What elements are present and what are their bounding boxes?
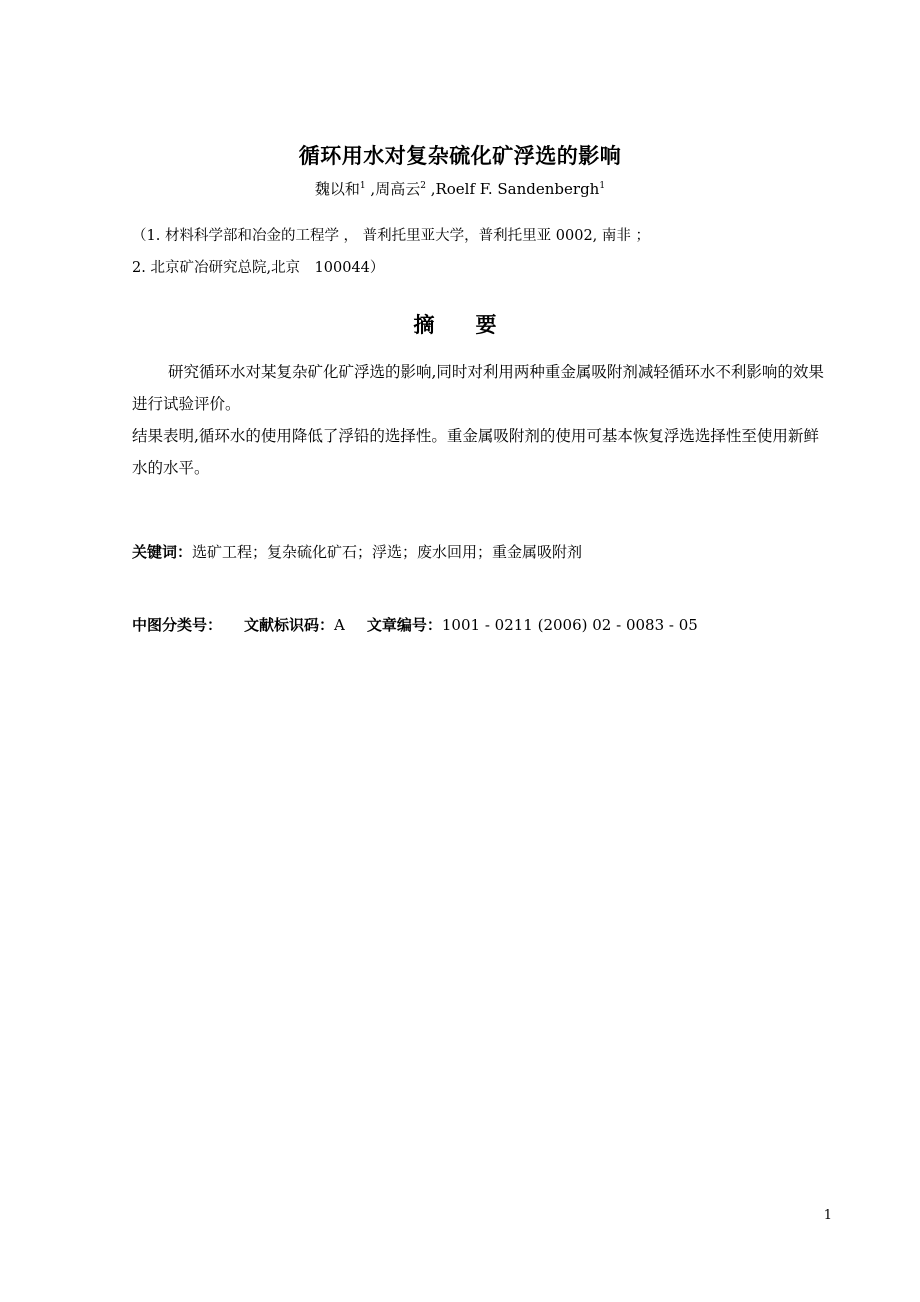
abstract-paragraph-1: 研究循环水对某复杂矿化矿浮选的影响,同时对利用两种重金属吸附剂减轻循环水不利影响的效果进行试验评价。: [132, 363, 824, 413]
abstract-heading: 摘 要: [413, 313, 507, 337]
author-affiliation-mark: 1: [359, 181, 366, 191]
classification-line: [132, 614, 698, 635]
keywords-value: 选矿工程；复杂硫化矿石；浮选；废水回用；重金属吸附剂: [192, 543, 583, 561]
author-name: ,Roelf F. Sandenbergh: [425, 180, 600, 198]
page-number: 1: [823, 1208, 832, 1223]
keywords-label: 关键词：: [132, 543, 193, 561]
article-number-value: 1001 - 0211 (2006) 02 - 0083 - 05: [441, 616, 698, 634]
document-code-label: 文献标识码：: [244, 616, 335, 634]
abstract-paragraph-2: 结果表明,循环水的使用降低了浮铅的选择性。重金属吸附剂的使用可基本恢复浮选选择性至使用新鲜水的水平。: [132, 427, 819, 477]
author-affiliation-mark: 2: [420, 181, 426, 191]
paper-title: 循环用水对复杂硫化矿浮选的影响: [298, 144, 622, 168]
document-code-value: A: [334, 616, 345, 634]
author-line: [0, 178, 920, 199]
keywords-line: [132, 541, 582, 562]
clc-label: 中图分类号：: [132, 616, 223, 634]
affiliation-line-1: （1. 材料科学部和冶金的工程学 ， 普利托里亚大学，普利托里亚 0002, 南非 ；: [132, 228, 650, 244]
author-name: ,周高云: [365, 180, 421, 198]
author-name: 魏以和: [314, 180, 360, 198]
affiliation-line-2: 2. 北京矿冶研究总院,北京 100044）: [132, 260, 385, 276]
article-number-label: 文章编号：: [366, 616, 442, 634]
author-affiliation-mark: 1: [599, 181, 606, 191]
